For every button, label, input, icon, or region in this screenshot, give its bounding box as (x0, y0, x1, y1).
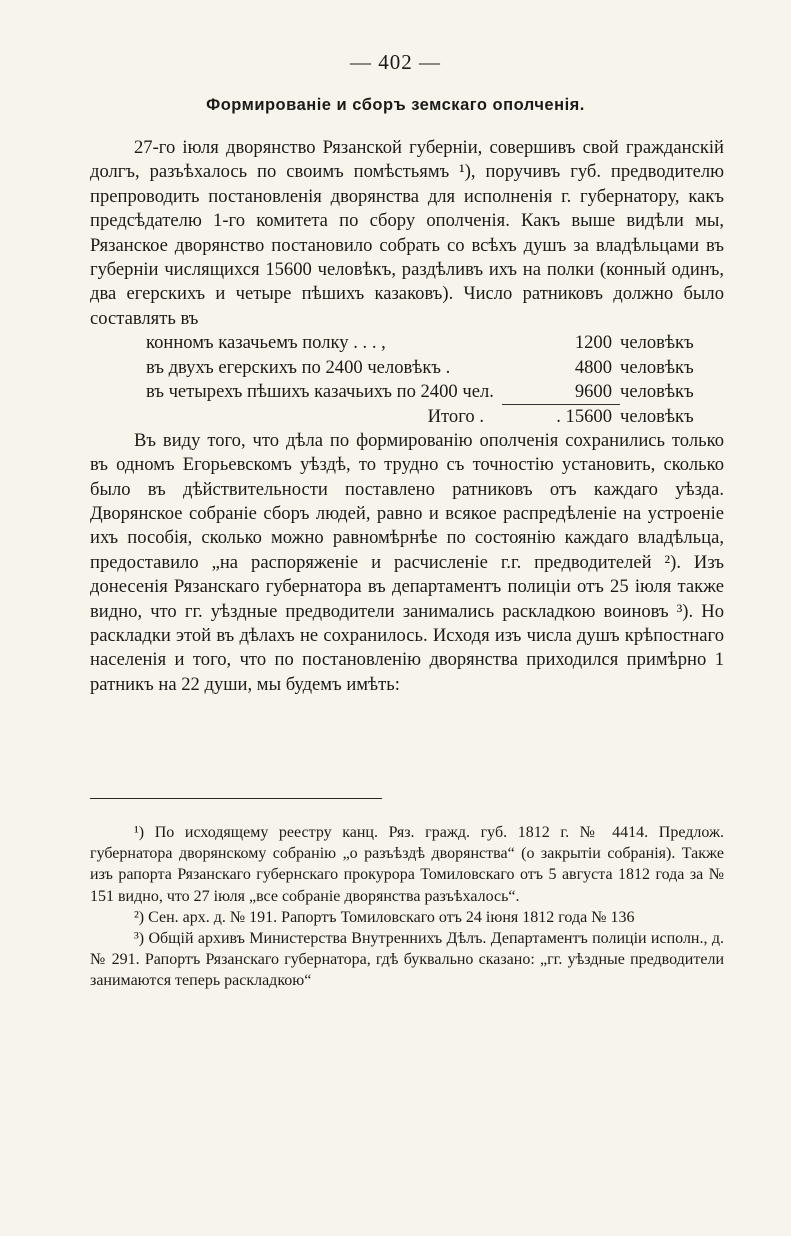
row-unit: человѣкъ (620, 381, 694, 403)
total-value: . 15600 (502, 404, 620, 429)
footnote-3: ³) Общій архивъ Министерства Внутреннихъ Дѣлъ. Департаментъ полиціи исполн., д. № 291. Рапортъ Рязанскаго губернатора, гдѣ буквально сказано: „гг. уѣздные предводители занимаются теперь раскладкою“ (90, 930, 724, 990)
table-total-row (90, 404, 724, 428)
row-value: 1200 (574, 332, 612, 354)
page-number: — 402 — (350, 50, 441, 74)
row-label: въ двухъ егерскихъ по 2400 человѣкъ . (146, 356, 451, 378)
row-value: 9600 (574, 381, 612, 403)
row-label: конномъ казачьемъ полку . . . , (146, 332, 386, 354)
row-unit: человѣкъ (620, 356, 694, 378)
main-text (90, 136, 724, 697)
table-row (90, 380, 724, 404)
table-row (90, 331, 724, 355)
footnote-2: ²) Сен. арх. д. № 191. Рапортъ Томиловскаго отъ 24 іюня 1812 года № 136 (134, 908, 635, 926)
footnote-1: ¹) По исходящему реестру канц. Ряз. гражд. губ. 1812 г. № 4414. Предлож. губернатора дворянскому собранію „о разъѣздѣ дворянства“ (о закрытіи собранія). Также изъ рапорта Рязанскаго губернскаго прокурора Томиловскаго отъ 5 августа 1812 года за № 151 видно, что 27 іюля „все собраніе дворянства разъѣхалось“. (90, 824, 724, 905)
paragraph-2: Въ виду того, что дѣла по формированію ополченія сохранились только въ одномъ Егорьевскомъ уѣздѣ, то трудно съ точностію установить, сколько было въ дѣйствительности поставлено ратниковъ отъ каждаго уѣзда. Дворянское собраніе сборъ людей, равно и всякое распредѣленіе на устроеніе ихъ пособія, сколько можно равномѣрнѣе по состоянію каждаго владѣльца, предоставило „на распоряженіе и расчисленіе г.г. предводителей ²). Изъ донесенія Рязанскаго губернатора въ департаментъ полиціи отъ 25 іюля также видно, что гг. уѣздные предводители занимались раскладкою воиновъ ³). Но раскладки этой въ дѣлахъ не сохранилось. Исходя изъ числа душъ крѣпостнаго населенія и того, что по постановленію дворянства приходился примѣрно 1 ратникъ на 22 души, мы будемъ имѣть: (90, 429, 724, 695)
row-label: въ четырехъ пѣшихъ казачьихъ по 2400 чел. (146, 381, 494, 403)
total-label: Итого . (427, 406, 484, 428)
ratniki-table (90, 331, 724, 429)
total-unit: человѣкъ (620, 406, 694, 428)
paragraph-1: 27-го іюля дворянство Рязанской губерніи, совершивъ свой гражданскій долгъ, разъѣхалось по своимъ помѣстьямъ ¹), поручивъ губ. предводителю препроводить постановленія дворянства для исполненія г. губернатору, какъ предсѣдателю 1-го комитета по сбору ополченія. Какъ выше видѣли мы, Рязанское дворянство постановило собрать со всѣхъ душъ за владѣльцами въ губерніи числящихся 15600 человѣкъ, раздѣливъ ихъ на полки (конный одинъ, два егерскихъ и четыре пѣшихъ казаковъ). Число ратниковъ должно было составлять въ (90, 137, 724, 329)
footnote-divider (90, 798, 382, 799)
table-row (90, 356, 724, 380)
footnotes (90, 822, 724, 992)
row-unit: человѣкъ (620, 332, 694, 354)
row-value: 4800 (574, 356, 612, 378)
section-title: Формированіе и сборъ земскаго ополченія. (206, 96, 585, 114)
